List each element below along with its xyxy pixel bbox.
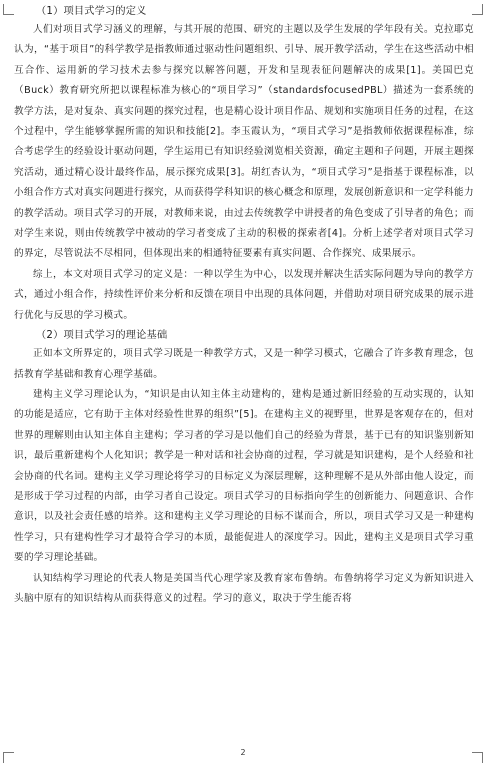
paragraph-constructivism: 建构主义学习理论认为，“知识是由认知主体主动建构的，建构是通过新旧经验的互动实现的，认知的功能是适应，它有助于主体对经验性世界的组织”[5]。在建构主义的视野里，世界是客观存在的，但对世界的理解则由认知主体自主建构；学习者的学习是以他们自己的经验为背景，基于已有的知识鉴别新知识，最后重新建构个人化知识；教学是一种对话和社会协商的过程，学习就是知识建构，是个人经验和社会协商的代名词。建构主义学习理论将学习的目标定义为深层理解，这种理解不是从外部由他人设定，而是形成于学习过程的内部，由学习者自己设定。项目式学习的目标指向学生的创新能力、问题意识、合作意识，以及社会责任感的培养。这和建构主义学习理论的目标不谋而合，所以，项目式学习又是一种建构性学习，只有建构性学习才最符合学习的本质，最能促进人的深度学习。因此，建构主义是项目式学习重要的学习理论基础。 [14,388,474,564]
page-body [14,4,474,609]
page-number: 2 [240,748,246,757]
section-heading-definition: （1）项目式学习的定义 [36,6,147,17]
paragraph-definition-review: 人们对项目式学习涵义的理解，与其开展的范围、研究的主题以及学生发展的学年段有关。克拉耶克认为，“基于项目”的科学教学是指教师通过驱动性问题组织、引导、展开教学活动，学生在这些活动中相互合作、运用新的学习技术去参与探究以解答问题，开发和呈现表征问题解决的成果[1]。美国巴克（Buck）教育研究所把以课程标准为核心的“项目学习”（standardsfocusedPBL）描述为一套系统的教学方法，是对复杂、真实问题的探究过程，也是精心设计项目作品、规划和实施项目任务的过程，在这个过程中，学生能够掌握所需的知识和技能[2]。李玉霞认为，“项目式学习”是指教师依据课程标准，综合考虑学生的经验设计驱动问题，学生运用已有知识经验浏览相关资源，确定主题和子问题，开展主题探究活动，通过精心设计最终作品，展示探究成果[3]。胡红杏认为，“项目式学习”是指基于课程标准，以小组合作方式对真实问题进行探究，从而获得学科知识的核心概念和原理，发展创新意识和一定学科能力的教学活动。项目式学习的开展，对教师来说，由过去传统教学中讲授者的角色变成了引导者的角色；而对学生来说，则由传统教学中被动的学习者变成了主动的积极的探索者[4]。分析上述学者对项目式学习的界定，尽管说法不尽相同，但体现出来的相通特征要素有真实问题、合作探究、成果展示。 [14,24,474,260]
paragraph-cognitive-structure: 认知结构学习理论的代表人物是美国当代心理学家及教育家布鲁纳。布鲁纳将学习定义为新知识进入头脑中原有的知识结构从而获得意义的过程。学习的意义，取决于学生能否将 [14,572,474,604]
paragraph-theory-intro: 正如本文所界定的，项目式学习既是一种教学方式，又是一种学习模式，它融合了许多教育理念，包括教育学基础和教育心理学基础。 [14,348,474,380]
section-heading-theory: （2）项目式学习的理论基础 [36,330,168,342]
crop-mark-top-left [3,4,14,15]
paragraph-definition-summary: 综上，本文对项目式学习的定义是：一种以学生为中心，以发现并解决生活实际问题为导向的教学方式，通过小组合作，持续性评价来分析和反馈在项目中出现的具体问题，并借助对项目研究成果的展示进行优化与反思的学习模式。 [14,268,474,321]
